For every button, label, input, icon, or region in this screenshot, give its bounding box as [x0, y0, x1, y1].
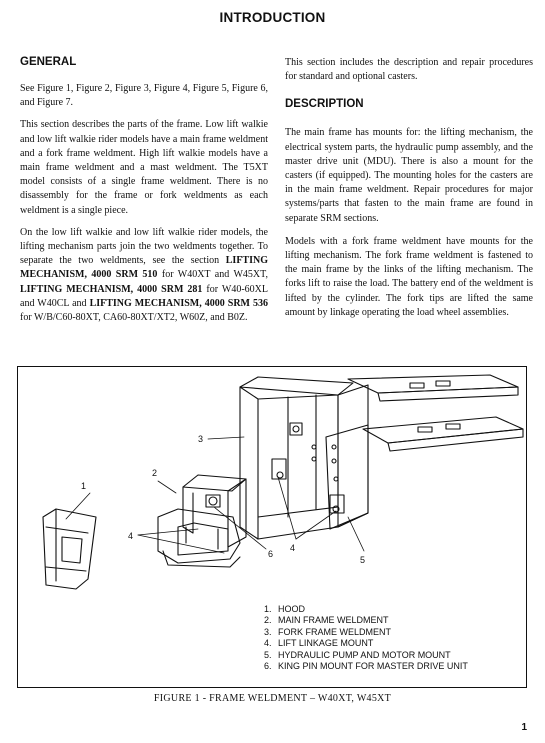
legend-item: 3. FORK FRAME WELDMENT [264, 626, 392, 637]
general-paragraph-3 [20, 226, 268, 325]
description-paragraph-1: The main frame has mounts for: the lifting mechanism, the electrical system parts, the hydraulic pump assembly, and the master drive unit (MDU). There is also a mount for the casters (if equipped). The mounting holes for the casters are in the main frame weldment. Repair procedures for major systems/parts that fasten to the main frame are found in separate SRM sections. [285, 127, 533, 224]
p3-text-2: for W40XT and W45XT, [157, 269, 268, 281]
description-heading: DESCRIPTION [285, 98, 364, 111]
general-paragraph-4: This section includes the description and repair procedures for standard and optional casters. [285, 57, 533, 83]
p3-text-1: On the low lift walkie and low lift walkie rider models, the lifting mechanism parts join the two weldments together. To separate the two weldments, see the section [20, 226, 268, 267]
general-paragraph-1: See Figure 1, Figure 2, Figure 3, Figure 4, Figure 5, Figure 6, and Figure 7. [20, 83, 268, 109]
main-frame-weldment [240, 377, 368, 539]
callout-4-left: 4 [128, 531, 134, 541]
description-paragraph-2: Models with a fork frame weldment have mounts for the lifting mechanism. The fork frame weldment is fastened to the main frame by the links of the lifting mechanism. The forks lift to raise the load. The battery end of the weldment is lifted by the cylinder. The fork tips are lifted the same amount by linkage operating the load wheel assemblies. [285, 235, 533, 318]
p3-ref-1: LIFTING MECHANISM, 4000 SRM 510 [20, 255, 268, 281]
p3-text-3: for W40-60XL and W40CL and [20, 283, 269, 309]
page-number: 1 [521, 722, 527, 733]
callout-6: 6 [268, 549, 274, 559]
callout-1: 1 [81, 481, 87, 491]
figure-caption: FIGURE 1 - FRAME WELDMENT – W40XT, W45XT [153, 693, 392, 704]
legend-item: 4. LIFT LINKAGE MOUNT [264, 638, 374, 649]
p3-ref-2: LIFTING MECHANISM, 4000 SRM 281 [20, 283, 203, 295]
right-column [285, 56, 533, 328]
general-heading: GENERAL [20, 56, 77, 68]
callout-4-right: 4 [290, 543, 296, 553]
figure-legend [264, 604, 468, 672]
page-title: INTRODUCTION [219, 10, 326, 25]
legend-item: 6. KING PIN MOUNT FOR MASTER DRIVE UNIT [264, 661, 468, 672]
callout-5: 5 [360, 555, 366, 565]
legend-item: 5. HYDRAULIC PUMP AND MOTOR MOUNT [264, 649, 451, 660]
left-column [20, 56, 268, 333]
callout-3: 3 [198, 434, 204, 444]
p3-ref-3: LIFTING MECHANISM, 4000 SRM 536 [89, 297, 268, 309]
general-paragraph-2: This section describes the parts of the frame. Low lift walkie and low lift walkie rider models have a main frame weldment and a fork frame weldment. High lift walkie models have a main frame weldment and a mast weldment. The T5XT model consists of a single frame weldment. There is no disassembly for the frame or fork weldments as each weldment is a single piece. [20, 119, 268, 216]
legend-item: 1. HOOD [264, 604, 305, 614]
callout-2: 2 [152, 468, 158, 478]
fork-frame-weldment [158, 475, 246, 567]
figure-callouts [81, 434, 365, 565]
p3-text-4: for W/B/C60-80XT, CA60-80XT/XT2, W60Z, and B0Z. [20, 312, 248, 324]
legend-item: 2. MAIN FRAME WELDMENT [264, 615, 389, 626]
fork-tines [348, 375, 523, 451]
hood [43, 509, 96, 589]
